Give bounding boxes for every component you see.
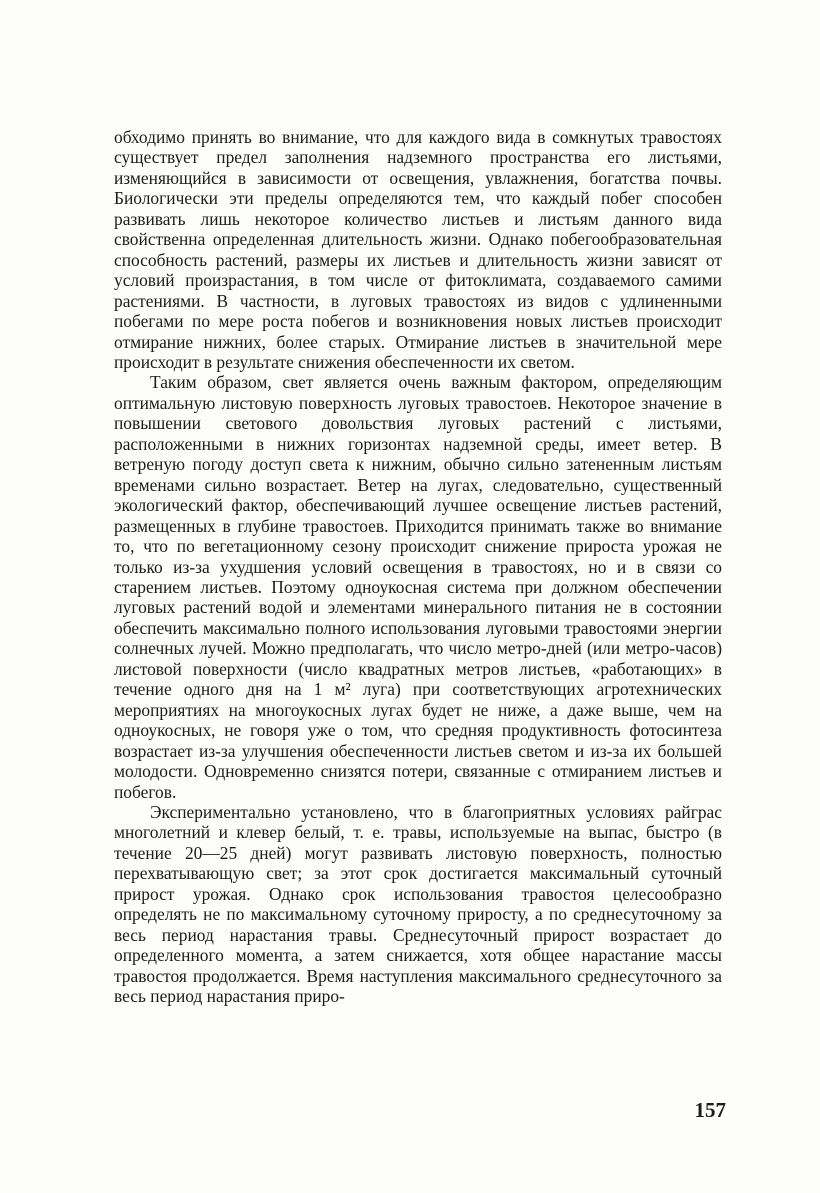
paragraph-1: обходимо принять во внимание, что для каждого вида в сомкнутых травостоях существует предел заполнения надземного пространства его листьями, изменяющийся в зависимости от освещения, увлажнения, богатства почвы. Биологически эти пределы определяются тем, что каждый побег способен развивать лишь некоторое количество листьев и листьям данного вида свойственна определенная длительность жизни. Однако побегообразовательная способность растений, размеры их листьев и длительность жизни зависят от условий произрастания, в том числе от фитоклимата, создаваемого самими растениями. В частности, в луговых травостоях из видов с удлиненными побегами по мере роста побегов и возникновения новых листьев происходит отмирание нижних, более старых. Отмирание листьев в значительной мере происходит в результате снижения обеспеченности их светом. xyxy=(114,127,722,372)
paragraph-2: Таким образом, свет является очень важным фактором, определяющим оптимальную листовую поверхность луговых травостоев. Некоторое значение в повышении светового довольствия луговых растений с листьями, расположенными в нижних горизонтах надземной среды, имеет ветер. В ветреную погоду доступ света к нижним, обычно сильно затененным листьям временами сильно возрастает. Ветер на лугах, следовательно, существенный экологический фактор, обеспечивающий лучшее освещение листьев растений, размещенных в глубине травостоев. Приходится принимать также во внимание то, что по вегетационному сезону происходит снижение прироста урожая не только из-за ухудшения условий освещения в травостоях, но и в связи со старением листьев. Поэтому одноукосная система при должном обеспечении луговых растений водой и элементами минерального питания не в состоянии обеспечить максимально полного использования луговыми травостоями энергии солнечных лучей. Можно предполагать, что число метро-дней (или метро-часов) листовой поверхности (число квадратных метров листьев, «работающих» в течение одного дня на 1 м² луга) при соответствующих агротехнических мероприятиях на многоукосных лугах будет не ниже, а даже выше, чем на одноукосных, не говоря уже о том, что средняя продуктивность фотосинтеза возрастает из-за улучшения обеспеченности листьев светом и из-за их большей молодости. Одновременно снизятся потери, связанные с отмиранием листьев и побегов. xyxy=(114,372,722,802)
page-number: 157 xyxy=(694,1098,726,1122)
paragraph-3: Экспериментально установлено, что в благоприятных условиях райграс многолетний и клевер белый, т. е. травы, используемые на выпас, быстро (в течение 20—25 дней) могут развивать листовую поверхность, полностью перехватывающую свет; за этот срок достигается максимальный суточный прирост урожая. Однако срок использования травостоя целесообразно определять не по максимальному суточному приросту, а по среднесуточному за весь период нарастания травы. Среднесуточный прирост возрастает до определенного момента, а затем снижается, хотя общее нарастание массы травостоя продолжается. Время наступления максимального среднесуточного за весь период нарастания приро- xyxy=(114,801,722,1007)
body-text xyxy=(114,127,722,1006)
